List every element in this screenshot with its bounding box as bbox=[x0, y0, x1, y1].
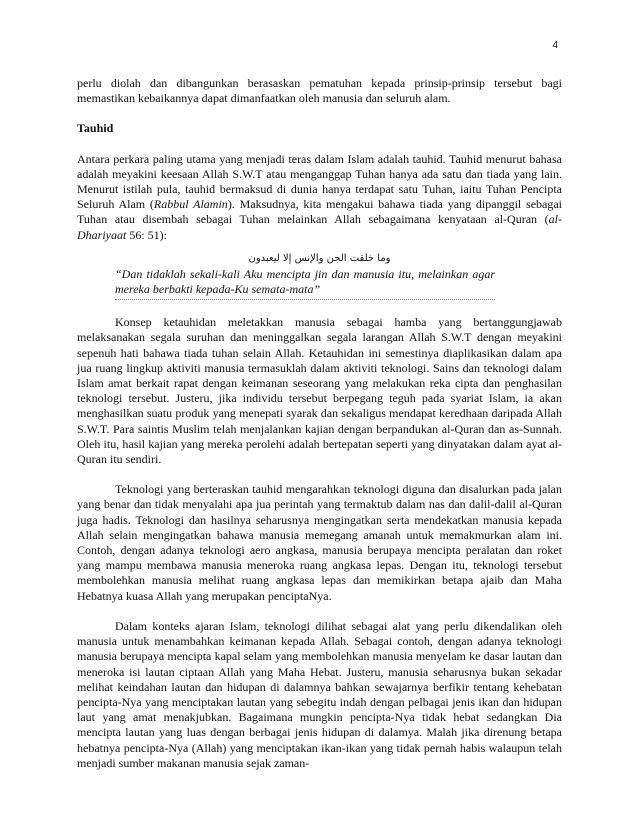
page-number: 4 bbox=[552, 40, 558, 51]
teknologi-paragraph: Teknologi yang berteraskan tauhid mengarahkan teknologi diguna dan disalurkan pada jalan yang benar dan tidak menyalahi apa jua perintah yang termaktub dalam nas dan dalil-dalil al-Quran juga hadis. Teknologi dan hasilnya seharusnya mengingatkan serta mendekatkan manusia kepada Allah selain mengingatkan bahawa manusia memegang amanah untuk memakmurkan alam ini. Contoh, dengan adanya teknologi aero angkasa, manusia berupaya mencipta peralatan dan roket yang mampu membawa manusia meneroka ruang angkasa lepas. Dengan itu, teknologi tersebut membolehkan manusia melihat ruang angkasa lepas dan memikirkan betapa ajaib dan Maha Hebatnya kuasa Allah yang merupakan penciptaNya. bbox=[77, 482, 562, 603]
verse-translation: “Dan tidaklah sekali-kali Aku mencipta jin dan manusia itu, melainkan agar mereka berbakti kepada-Ku semata-mata” bbox=[115, 267, 495, 300]
page-body bbox=[77, 76, 562, 771]
tauhid-text-a: Antara perkara paling utama yang menjadi teras dalam Islam adalah tauhid. Tauhid menurut bahasa adalah meyakini keesaan Allah S.W.T atau menganggap Tuhan hanya ada satu dan tiada yang lain. Menurut istilah pula, tauhid bermaksud di dunia hanya terdapat satu Tuhan, iaitu Tuhan Pencipta Seluruh Alam ( bbox=[77, 151, 562, 212]
konteks-paragraph: Dalam konteks ajaran Islam, teknologi dilihat sebagai alat yang perlu dikendalikan oleh manusia untuk menambahkan keimanan kepada Allah. Sebagai contoh, dengan adanya teknologi manusia berupaya mencipta kapal selam yang membolehkan manusia menyelam ke dasar lautan dan meneroka isi lautan ciptaan Allah yang Maha Hebat. Justeru, manusia seharusnya bukan sekadar melihat keindahan lautan dan hidupan di dalamnya bahkan sewajarnya berfikir tentang kehebatan pencipta-Nya yang menciptakan lautan yang sebegitu indah dengan pelbagai jenis ikan dan hidupan laut yang amat menakjubkan. Bagaimana mungkin pencipta-Nya tidak hebat sedangkan Dia mencipta lautan yang luas dengan berbagai jenis hidupan di dalamya. Malah jika direnung betapa hebatnya pencipta-Nya (Allah) yang menciptakan ikan-ikan yang tidak pernah habis walaupun telah menjadi sumber makanan manusia sejak zaman- bbox=[77, 618, 562, 770]
intro-paragraph: perlu diolah dan dibangunkan berasaskan pematuhan kepada prinsip-prinsip tersebut bagi memastikan kebaikannya dapat dimanfaatkan oleh manusia dan seluruh alam. bbox=[77, 76, 562, 106]
tauhid-paragraph bbox=[77, 152, 562, 243]
tauhid-text-c: 56: 51): bbox=[126, 227, 168, 242]
konsep-paragraph: Konsep ketauhidan meletakkan manusia sebagai hamba yang bertanggungjawab melaksanakan segala suruhan dan meninggalkan segala larangan Allah S.W.T dengan meyakini sepenuh hati bahawa tiada tuhan selain Allah. Ketauhidan ini semestinya diaplikasikan dalam apa jua ruang lingkup aktiviti manusia termasuklah dalam aktiviti teknologi. Sains dan teknologi dalam Islam amat berkait rapat dengan keimanan seseorang yang melakukan reka cipta dan penghasilan teknologi tersebut. Justeru, jika individu tersebut berpegang teguh pada syariat Islam, ia akan menghasilkan suatu produk yang menepati syarak dan sekaligus mendapat keredhaan daripada Allah S.W.T. Para saintis Muslim telah menjalankan kajian dengan berpandukan al-Quran dan as-Sunnah. Oleh itu, hasil kajian yang mereka perolehi adalah bertepatan seperti yang dinyatakan dalam ayat al-Quran itu sendiri. bbox=[77, 315, 562, 467]
tauhid-text-b: ). Maksudnya, kita mengakui bahawa tiada yang dipanggil sebagai Tuhan atau disembah sebagai Tuhan melainkan Allah sebagaimana kenyataan al-Quran ( bbox=[77, 197, 563, 227]
surah-name: al-Dhariyaat bbox=[77, 212, 562, 242]
section-heading: Tauhid bbox=[77, 121, 114, 136]
rabbul-alamin-term: Rabbul Alamin bbox=[153, 197, 228, 212]
arabic-verse: وما خلقت الجن والإنس إلا ليعبدون bbox=[248, 252, 391, 264]
